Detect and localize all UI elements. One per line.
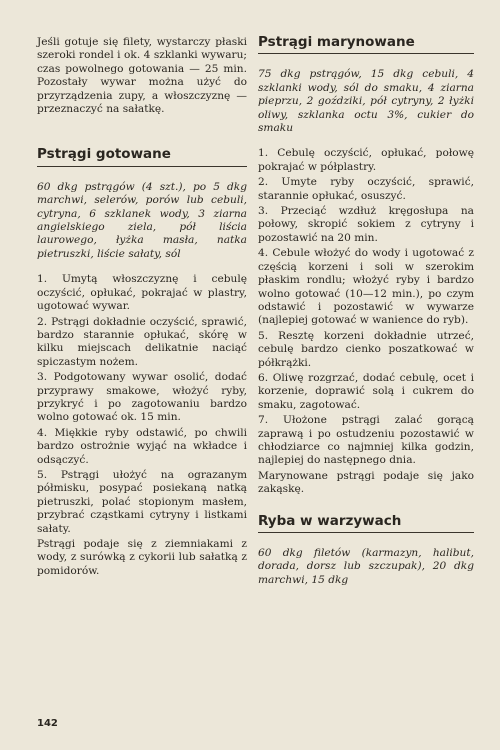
next-recipe-title: Ryba w warzywach xyxy=(258,515,474,533)
next-ingredients-list: 60 dkg filetów (karmazyn, halibut, dorada, dorsz lub szczupak), 20 dkg marchwi, 15 dkg xyxy=(258,547,474,586)
serving-note: Marynowane pstrągi podaje się jako zakąskę. xyxy=(258,469,474,496)
recipe-step: 7. Ułożone pstrągi zalać gorącą zaprawą i po ostudzeniu pozostawić w chłodziarce co najmniej kilka godzin, najlepiej do następnego dnia. xyxy=(258,414,474,467)
recipe-step: 4. Cebule włożyć do wody i ugotować z częścią korzeni i soli w szerokim płaskim rondlu; włożyć ryby i bardzo wolno gotować (10—12 min.), po czym odstawić i pozostawić w wywarze (najlepiej gotować w wanience do ryb). xyxy=(258,247,474,327)
recipe-step: 1. Cebulę oczyścić, opłukać, połowę pokrajać w półplastry. xyxy=(258,147,474,173)
recipe-step: 6. Oliwę rozgrzać, dodać cebulę, ocet i korzenie, doprawić solą i cukrem do smaku, zagotować. xyxy=(258,371,474,411)
ingredients-list: 75 dkg pstrągów, 15 dkg cebuli, 4 szklanki wody, sól do smaku, 4 ziarna pieprzu, 2 goździki, pół cytryny, 2 łyżki oliwy, szklanka octu 3%, cukier do smaku xyxy=(258,68,474,135)
ingredients-list: 60 dkg pstrągów (4 szt.), po 5 dkg marchwi, selerów, porów lub cebuli, cytryna, 6 szklanek wody, 3 ziarna angielskiego ziela, pół liścia laurowego, łyżka masła, natka pietruszki, liście sałaty, sól xyxy=(37,180,247,260)
serving-note: Pstrągi podaje się z ziemniakami z wody, z surówką z cykorii lub sałatką z pomidorów. xyxy=(37,538,247,577)
recipe-step: 5. Resztę korzeni dokładnie utrzeć, cebulę bardzo cienko poszatkować w półkrążki. xyxy=(258,329,474,369)
recipe-step: 4. Miękkie ryby odstawić, po chwili bardzo ostrożnie wyjąć na wkładce i odsączyć. xyxy=(37,426,247,466)
recipe-title: Pstrągi gotowane xyxy=(37,148,247,166)
recipe-step: 5. Pstrągi ułożyć na ograzanym półmisku, posypać posiekaną natką pietruszki, polać stopionym masłem, przybrać cząstkami cytryny i listkami sałaty. xyxy=(37,468,247,535)
left-column xyxy=(37,36,247,578)
recipe-title: Pstrągi marynowane xyxy=(258,36,474,54)
recipe-step: 2. Pstrągi dokładnie oczyścić, sprawić, bardzo starannie opłukać, skórę w kilku miejscach delikatnie naciąć spiczastym nożem. xyxy=(37,315,247,368)
recipe-step: 3. Przeciąć wzdłuż kręgosłupa na połowy, skropić sokiem z cytryny i pozostawić na 20 min. xyxy=(258,205,474,244)
recipe-step: 2. Umyte ryby oczyścić, sprawić, starannie opłukać, osuszyć. xyxy=(258,176,474,202)
recipe-step: 3. Podgotowany wywar osolić, dodać przyprawy smakowe, włożyć ryby, przykryć i po zagotowaniu bardzo wolno gotować ok. 15 min. xyxy=(37,371,247,424)
intro-paragraph: Jeśli gotuje się filety, wystarczy płaski szeroki rondel i ok. 4 szklanki wywaru; czas powolnego gotowania — 25 min. Pozostały wywar można użyć do przyrządzenia zupy, a włoszczyznę — przeznaczyć na sałatkę. xyxy=(37,36,247,116)
right-column xyxy=(258,36,474,599)
page-number: 142 xyxy=(37,718,58,729)
recipe-step: 1. Umytą włoszczyznę i cebulę oczyścić, opłukać, pokrajać w plastry, ugotować wywar. xyxy=(37,273,247,313)
